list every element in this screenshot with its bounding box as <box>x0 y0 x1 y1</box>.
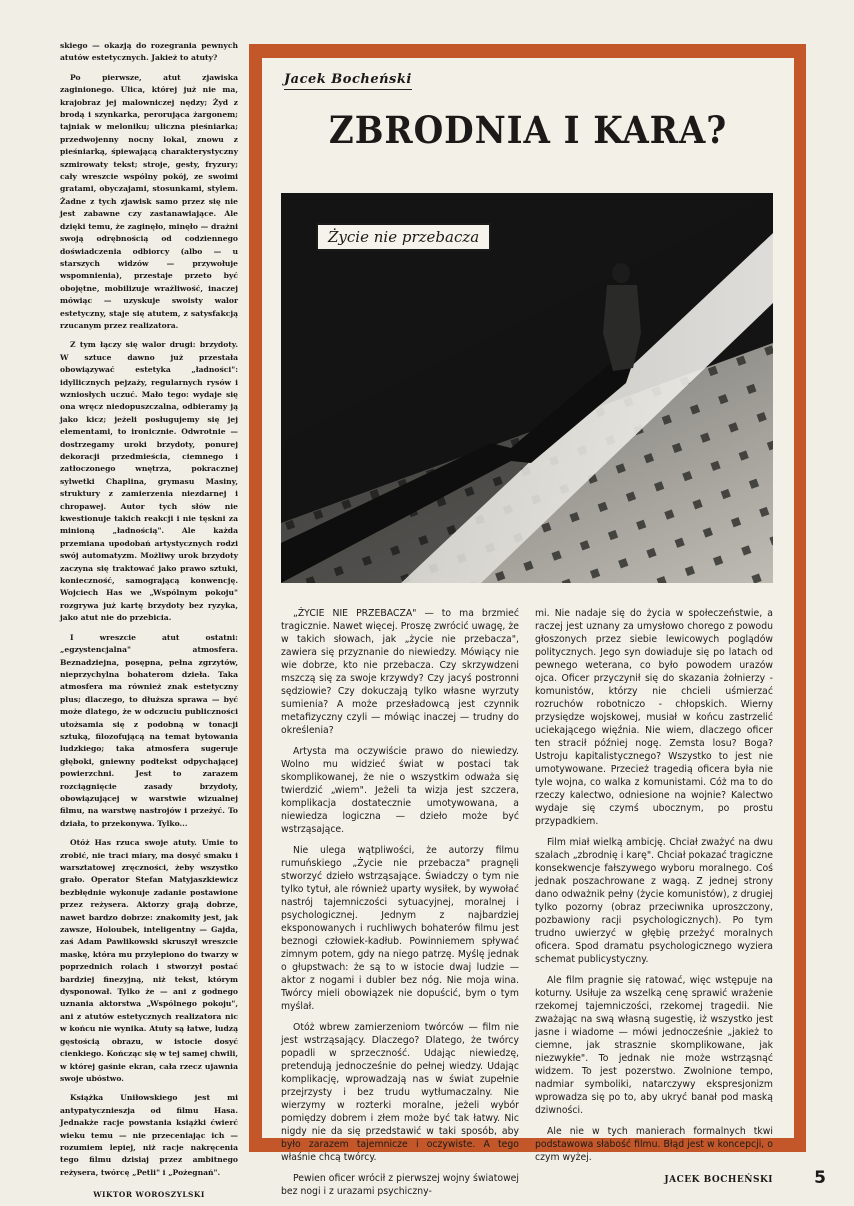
article-paragraph: Nie ulega wątpliwości, że autorzy filmu rumuńskiego „Życie nie przebacza" pragnęli stworzyć dzieło wstrząsające. Świadczy o tym nie tylko tytuł, ale również uparty wysiłek, by wywołać nastrój tajemniczości sytuacyjnej, moralnej i psychologicznej. Jednym z najbardziej eksponowanych i ruchliwych bohaterów filmu jest beznogi człowiek-kadłub. Powinniemem spływać zimnym potem, gdy na niego patrzę. Myślę jednak o głupstwach: że są to w istocie dwaj ludzie — aktor z nogami i dubler bez nóg. Nie moja wina. Twórcy mieli obowiązek nie dopuścić, bym o tym myślał. <box>281 845 519 1012</box>
film-still-photo <box>281 193 773 583</box>
left-paragraph: Otóż Has rzuca swoje atuty. Umie to zrobić, nie traci miary, ma dosyć smaku i warsztatowej zręczności, żeby wszystko grało. Operator Stefan Matyjaszkiewicz bezbłędnie wykonuje zadanie postawione przez reżysera. Aktorzy grają dobrze, nawet bardzo dobrze: znakomity jest, jak zawsze, Holoubek, inteligentny — Gajda, zaś Adam Pawlikowski skruszył wreszcie maskę, która mu przylepiono do twarzy w poprzednich rolach i stworzył postać bardziej finezyjną, niż tekst, którym dysponował. Tylko że — ani z godnego uznania aktorstwa „Wspólnego pokoju", ani z atutów estetycznych realizatora nic w końcu nie wynika. Atuty są łatwe, ludzą gęstością obrazu, w istocie dosyć cienkiego. Kończąc się w tej samej chwili, w której gaśnie ekran, cała rzecz ujawnia swoje ubóstwo. <box>60 838 238 1083</box>
left-paragraph: Po pierwsze, atut zjawiska zaginionego. Ulica, której już nie ma, krajobraz jej malowniczej nędzy; Żyd z brodą i szynkarka, perorująca żargonem; tajniak w meloniku; uliczna pieśniarka; przedwojenny nocny lokal, znowu z pieśniarką, śpiewającą charakterystyczny szmirowaty tekst; stroje, gesty, fryzury; cały wreszcie wspólny pokój, ze swoimi gratami, obyczajami, stosunkami, stylem. Żadne z tych zjawisk samo przez się nie jest zabawne czy zastanawiające. Ale dzięki temu, że zaginęło, minęło — drażni swoją odrębnością od codziennego doświadczenia odbiorcy (albo — u starszych widzów — przywołuje wspomnienia), przestaje przeto być obojętne, mobilizuje wrażliwość, inaczej mówiąc — uzyskuje swoisty walor estetyczny, staje się atutem, z satysfakcją rzucanym przez realizatora. <box>60 72 238 330</box>
author-heading: Jacek Bocheński <box>284 72 412 90</box>
article-column-1 <box>281 607 519 1206</box>
film-still-illustration <box>281 193 773 583</box>
article-columns <box>281 607 773 1206</box>
left-paragraph: Książka Uniłowskiego jest mi antypatycznieszja od filmu Hasa. Jednakże racje powstania książki ćwierć wieku temu — nie przeceniając ich — rozumiem lepiej, niż racje nakręcenia tego filmu dzisiaj przez ambitnego reżysera, twórcę „Petli" i „Pożegnań". <box>60 1093 238 1177</box>
article-column-2 <box>535 607 773 1206</box>
article-panel <box>262 58 794 1197</box>
left-column-article <box>60 40 238 1200</box>
left-paragraph: Z tym łączy się walor drugi: brzydoty. W sztuce dawno już przestała obowiązywać estetyka „ładności": idyllicznych pejzaży, regularnych rysów i wzniosłych uczuć. Mało tego: wydaje się ona wręcz niedopuszczalna, odbieramy ją jako kicz; jeżeli posługujemy się jej elementami, to ironicznie. Odwrotnie — dostrzegamy uroki brzydoty, ponurej dekoracji przedmieścia, ciemnego i zatłoczonego wnętrza, pokracznej sylwetki Chaplina, grymasu Masiny, struktury z zamierzenia niezdarnej i chropawej. Autor tych słów nie kwestionuje takich reakcji i nie tęskni za minioną „ładnością". Ale każda przemiana upodobań artystycznych rodzi swój automatyzm. Możliwy urok brzydoty zaczyna się traktować jako prawo sztuki, konieczność, samogrającą konwencję. Wojciech Has we „Wspólnym pokoju" rozgrywa już kartę brzydoty bez ryzyka, jako atut nie do przebicia. <box>60 340 238 623</box>
left-paragraph: I wreszcie atut ostatni: „egzystencjalna" atmosfera. Beznadziejna, posępna, pełna zgrzytów, nieprzychylna bohaterom dzieła. Taka atmosfera ma również znak estetyczny plus; dlaczego, to dłuższa sprawa — być może dlatego, że w odczuciu publiczności utożsamia się z podobną w tonacji sztuką, filozofującą na temat bytowania ludzkiego; taka atmosfera sugeruje głęboki, gniewny podtekst odpychającej powierzchni. Jest to zarazem rozciągnięcie zasady brzydoty, obowiązującej w warstwie wizualnej filmu, na warstwę nastrojów i przeżyć. To działa, to przekonywa. Tylko... <box>60 632 238 828</box>
article-paragraph: Film miał wielką ambicję. Chciał zważyć na dwu szalach „zbrodnię i karę". Chciał pokazać tragiczne konsekwencje fałszywego wyboru moralnego. Coś jednak poszachrowane z wagą. Z jednej strony dano odważnik pełny (życie komunistów), z drugiej tylko pozorny (obraz przeciwnika uproszczony, pozbawiony racji psychologicznych). Po tym trudno uwierzyć w głębię przeżyć moralnych oficera. Spod dramatu psychologicznego wyziera schemat publicystyczny. <box>535 837 773 965</box>
left-paragraph: skiego — okazją do rozegrania pewnych atutów estetycznych. Jakież to atuty? <box>60 41 238 63</box>
article-paragraph: Ale nie w tych manierach formalnych tkwi podstawowa słabość filmu. Błąd jest w koncepcji, o czym wyżej. <box>535 1126 773 1163</box>
page-number: 5 <box>814 1168 826 1188</box>
article-paragraph: mi. Nie nadaje się do życia w społeczeństwie, a raczej jest uznany za umysłowo chorego z powodu głoszonych przez siebie lewicowych poglądów politycznych. Jego syn dowiaduje się po latach od pewnego weterana, co było powodem urazów ojca. Oficer przyczynił się do skazania żołnierzy - komunistów, którzy nie chcieli uśmierzać rozruchów robotniczo - chłopskich. Wierny przysiędze wojskowej, musiał w końcu zastrzelić uciekającego więźnia. Nie wiem, dlaczego oficer ten stracił później nogę. Zemsta losu? Boga? Ustroju kapitalistycznego? Wszystko to jest nie umotywowane. Przecież tragedią oficera była nie tyle wojna, co walka z komunistami. Cóż ma to do rzeczy kalectwo, odniesione na wojnie? Kalectwo wydaje się czymś ubocznym, po prostu przypadkiem. <box>535 608 773 827</box>
photo-caption: Życie nie przebacza <box>316 223 491 251</box>
article-paragraph: Otóż wbrew zamierzeniom twórców — film nie jest wstrząsający. Dlaczego? Dlatego, że twórcy popadli w sprzeczność. Udając niewiedzę, pretendują jednocześnie do pełnej wiedzy. Udając komplikację, wprowadzają nas w świat zupełnie przejrzysty i bez trudu wytłumaczalny. Nie wierzymy w rozterki moralne, jeżeli wybór pomiędzy dobrem i złem może być tak łatwy. Nic nigdy nie da się przedstawić w taki sposób, aby było zarazem tajemnicze i oczywiste. A tego właśnie chcą twórcy. <box>281 1022 519 1163</box>
article-title: ZBRODNIA I KARA? <box>328 108 728 152</box>
article-paragraph: Pewien oficer wrócił z pierwszej wojny światowej bez nogi i z urazami psychiczny- <box>281 1173 519 1197</box>
article-paragraph: Artysta ma oczywiście prawo do niewiedzy. Wolno mu widzieć świat w postaci tak skomplikowanej, że nie o wszystkim odważa się twierdzić „wiem". Jeżeli ta wizja jest szczera, komplikacja dostatecznie umotywowana, a niewiedza logiczna — dzieło może być wstrząsające. <box>281 746 519 835</box>
article-paragraph: „ŻYCIE NIE PRZEBACZA" — to ma brzmieć tragicznie. Nawet więcej. Proszę zwrócić uwagę, że w takich słowach, jak „życie nie przebacza", zawiera się przyznanie do niewiedzy. Mówiący nie wie dobrze, kto nie przebacza. Czy skrzywdzeni mszczą się za swoje krzywdy? Czy jacyś postronni sędziowie? Czy dokuczają tylko własne wyrzuty sumienia? A może przesładowcą jest czynnik metafizyczny czyli — mówiąc inaczej — trudny do określenia? <box>281 608 519 736</box>
article-paragraph: Ale film pragnie się ratować, więc wstępuje na koturny. Usiłuje za wszelką cenę sprawić wrażenie rzekomej tajemniczości, rzekomej tragedii. Nie zważając na swą własną sugestię, iż wszystko jest jasne i wiadome — mówi jednocześnie „jakież to ciemne, jak strasznie skomplikowane, jak niezwykłe". To jednak nie może wstrząsnąć widzem. To jest pozerstwo. Zwolnione tempo, nadmiar symboliki, natarczywy ekspresjonizm wprowadza się po to, aby ukryć banał pod maską dziwności. <box>535 975 773 1116</box>
article-signature: JACEK BOCHEŃSKI <box>664 1175 773 1185</box>
left-signature: WIKTOR WOROSZYLSKI <box>93 1190 205 1200</box>
